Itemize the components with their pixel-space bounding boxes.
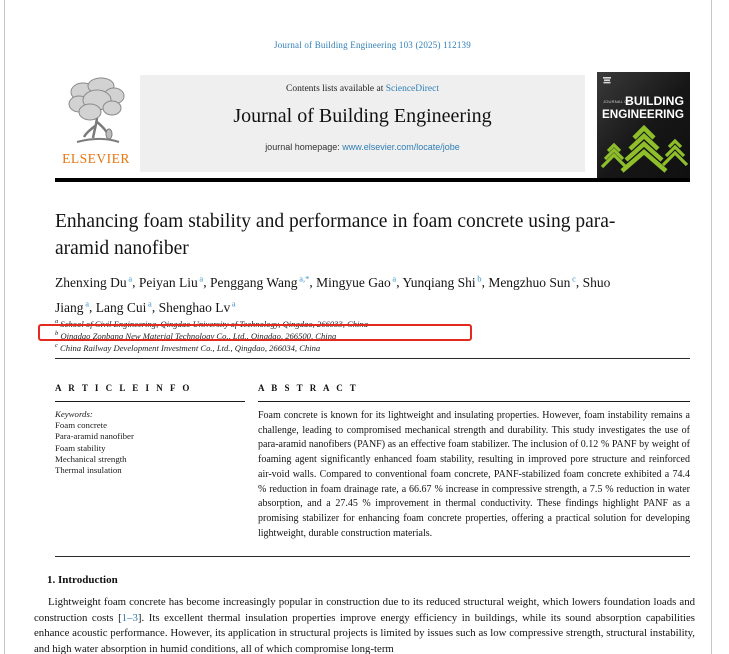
journal-banner — [140, 75, 585, 172]
keyword-list — [55, 420, 245, 476]
affiliation: $^b$ Qingdao Zonbang New Material Technology Co., Ltd., Qingdao, 266500, China — [55, 329, 695, 341]
homepage-prefix: journal homepage: — [265, 142, 343, 152]
keyword: Para-aramid nanofiber — [55, 431, 134, 442]
citation-link[interactable]: [1–3] — [118, 611, 142, 624]
cover-journal-of: JOURNAL OF — [603, 99, 631, 104]
article-info-heading: A R T I C L E I N F O — [55, 383, 192, 393]
cover-mini-logo — [603, 77, 611, 83]
author: Shenghao Lv $^a$ — [158, 298, 236, 315]
affiliation: $^a$ School of Civil Engineering, Qingdao University of Technology, Qingdao, 266033, China — [55, 318, 369, 329]
author: Penggang Wang $^{a,*}$ — [209, 273, 310, 290]
sciencedirect-link[interactable]: ScienceDirect — [385, 84, 439, 94]
contents-line — [140, 84, 585, 94]
author: Mengzhuo Sun $^c$ — [488, 273, 576, 290]
homepage-line — [140, 142, 585, 152]
elsevier-tree-icon — [57, 74, 135, 148]
journal-homepage-link[interactable]: www.elsevier.com/locate/jobe — [342, 142, 460, 152]
page-right-border — [711, 0, 712, 654]
article-info-rule — [55, 401, 245, 402]
intro-text-2: . Its excellent thermal insulation properties improve energy efficiency in buildings, while its sound absorption capabilities enhance acoustic performance. However, its application in structural projects is limited by issues such as low compressive strength, structural instability, and high water absorption in humid conditions, all of which compromise long-term — [34, 611, 695, 654]
author-list: Zhenxing Du $^a$, Peiyan Liu $^a$, Penggang Wang $^{a,*}$, Mingyue Gao $^a$, Yunqiang Shi $^b$, Mengzhuo Sun $^c$, Shuo Jiang $^a$, Lang Cui $^a$, Shenghao Lv $^a$ — [55, 273, 611, 315]
cover-title-line1: BUILDING — [625, 94, 684, 108]
author: Zhenxing Du $^a$ — [55, 273, 133, 290]
citation-numbers[interactable]: 1–3 — [121, 611, 138, 624]
article-info-column — [55, 383, 245, 476]
cover-title-line2: ENGINEERING — [602, 107, 684, 121]
author: Yunqiang Shi $^b$ — [402, 273, 482, 290]
keyword: Foam stability — [55, 442, 106, 453]
keyword: Thermal insulation — [55, 465, 122, 476]
introduction-heading: 1. Introduction — [47, 574, 118, 586]
article-title: Enhancing foam stability and performance in foam concrete using para-aramid nanofiber — [55, 211, 616, 259]
abstract-column — [258, 383, 690, 541]
affiliation: $^c$ China Railway Development Investment Co., Ltd., Qingdao, 266034, China — [55, 341, 321, 353]
page-left-border — [4, 0, 5, 654]
abstract-text: Foam concrete is known for its lightweight and insulating properties. However, foam instability remains a challenge, leading to compromised mechanical strength and durability. This study investigates the use of para-aramid nanofibers (PANF) as an effective foam stabilizer. The inclusion of 0.12 % PANF by weight of foaming agent significantly enhanced foam stability, resulting in improved pore structure and reinforced air-void walls. Compared to conventional foam concrete, PANF-stabilized foam concrete exhibited a 74.4 % reduction in foam drainage rate, a 66.67 % increase in compressive strength, a 7.5 % reduction in water absorption, and a 27.45 % improvement in thermal conductivity. These findings highlight PANF as a promising stabilizer for enhancing foam concrete properties, offering a practical solution for developing lightweight, durable construction materials. — [258, 410, 690, 539]
contents-prefix: Contents lists available at — [285, 84, 386, 94]
abstract-heading: A B S T R A C T — [258, 383, 359, 393]
section-divider-rule — [55, 358, 690, 359]
journal-title: Journal of Building Engineering — [233, 105, 492, 127]
elsevier-wordmark: ELSEVIER — [62, 151, 130, 166]
affiliation-list — [55, 317, 695, 353]
author: Shuo Jiang $^a$ — [55, 274, 611, 315]
elsevier-logo — [56, 74, 136, 167]
author: Lang Cui $^a$ — [95, 298, 152, 315]
intro-text-1: Lightweight foam concrete has become increasingly popular in construction due to its reduced structural weight, which lowers foundation loads and construction costs — [34, 596, 695, 624]
citation-header: Journal of Building Engineering 103 (2025) 112139 — [274, 40, 471, 50]
keyword: Mechanical strength — [55, 453, 127, 464]
introduction-paragraph — [34, 595, 695, 654]
journal-cover-image — [597, 72, 690, 178]
abstract-rule — [258, 401, 690, 402]
keywords-label: Keywords: — [55, 409, 93, 419]
author: Mingyue Gao $^a$ — [316, 273, 397, 290]
abstract-bottom-rule — [55, 556, 690, 557]
keyword: Foam concrete — [55, 420, 108, 430]
author: Peiyan Liu $^a$ — [138, 273, 204, 290]
banner-bottom-rule — [55, 178, 690, 182]
